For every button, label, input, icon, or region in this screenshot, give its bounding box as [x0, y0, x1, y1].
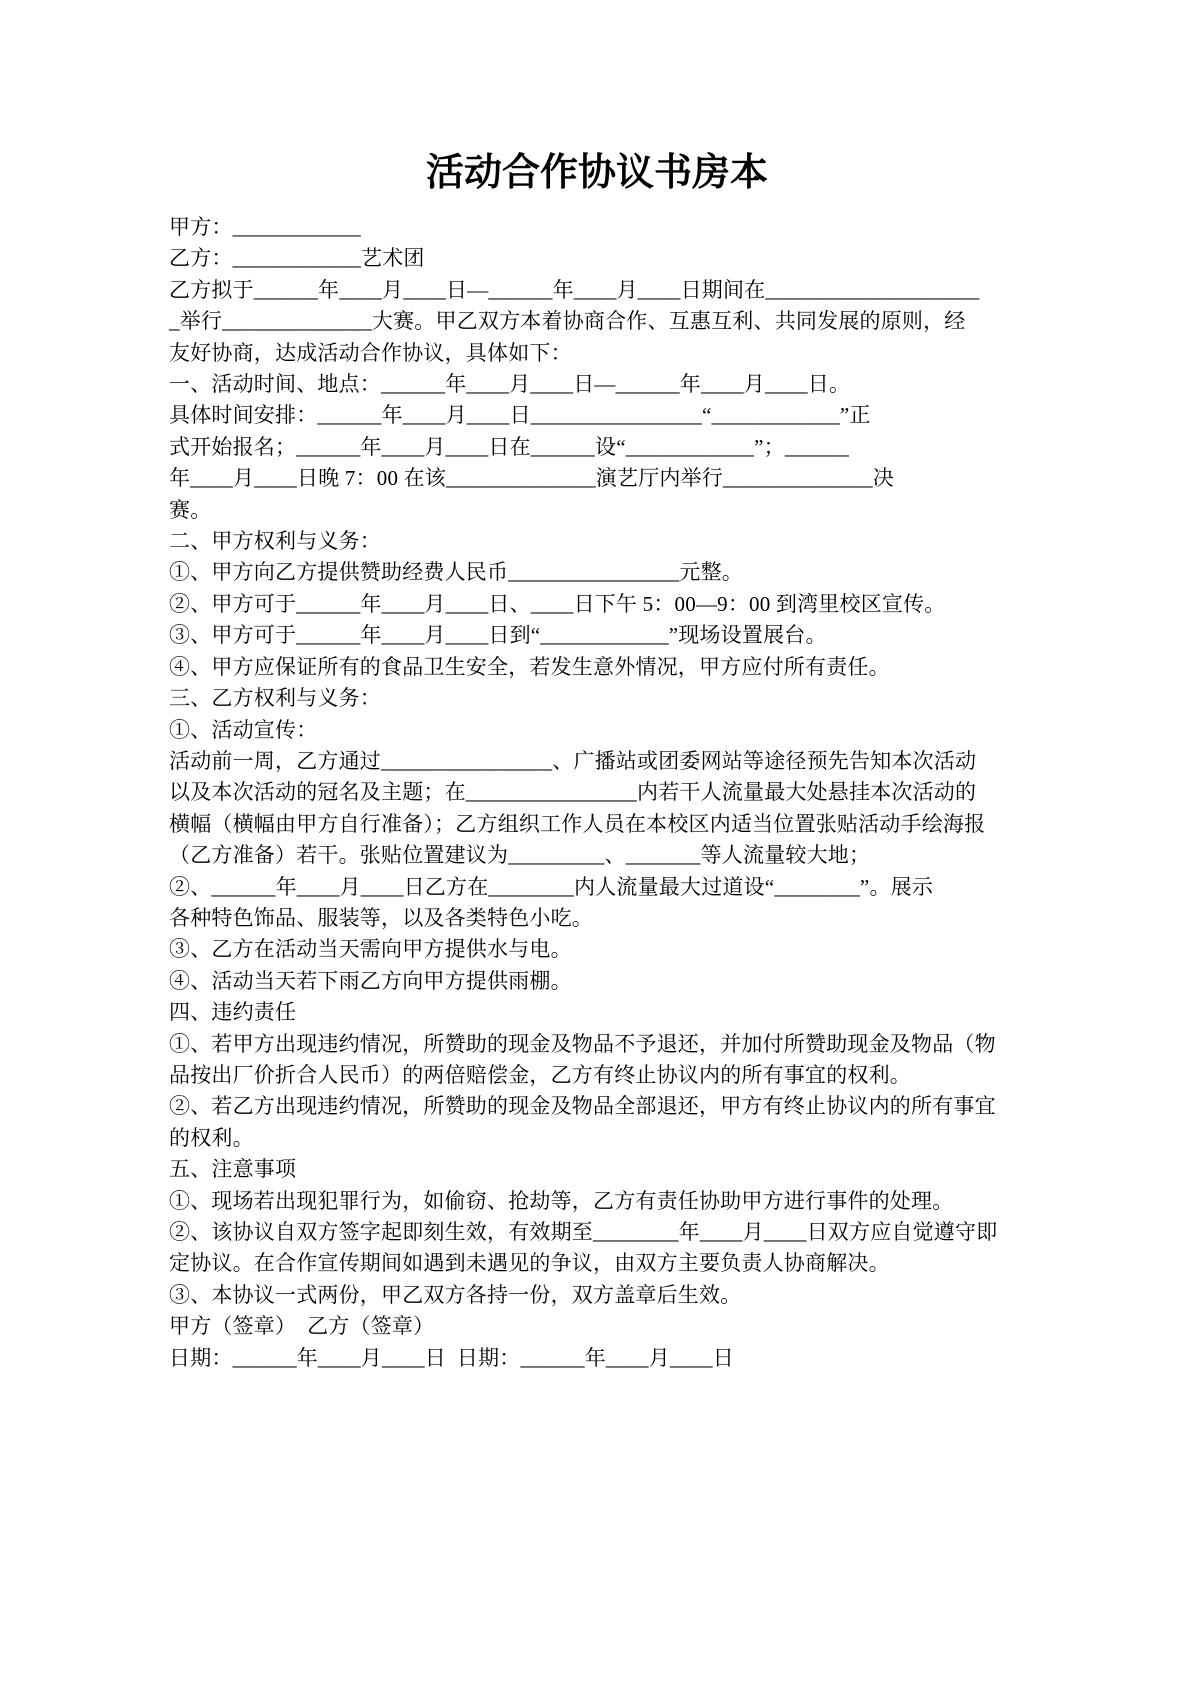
document-line: ②、______年____月____日乙方在________内人流量最大过道设“________”。展示 [169, 874, 934, 899]
document-line: （乙方准备）若干。张贴位置建议为_________、_______等人流量较大地； [169, 843, 871, 868]
document-line: 定协议。在合作宣传期间如遇到未遇见的争议，由双方主要负责人协商解决。 [169, 1251, 890, 1276]
document-line: 年____月____日晚 7：00 在该______________演艺厅内举行______________决 [169, 466, 894, 491]
document-line: ②、该协议自双方签字起即刻生效，有效期至________年____月____日双方应自觉遵守即 [169, 1220, 998, 1244]
document-line: 一、活动时间、地点：______年____月____日—______年____月____日。 [169, 372, 851, 397]
document-line: ③、本协议一式两份，甲乙双方各持一份，双方盖章后生效。 [169, 1282, 742, 1307]
document-line: 四、违约责任 [169, 1000, 297, 1025]
document-line: 以及本次活动的冠名及主题；在________________内若干人流量最大处悬挂本次活动的 [169, 780, 977, 805]
document-line: 式开始报名；______年____月____日在______设“____________”；______ [169, 434, 850, 459]
document-line: 乙方：____________艺术团 [169, 246, 425, 271]
document-line: 友好协商，达成活动合作协议，具体如下： [169, 340, 572, 365]
document-line: ②、甲方可于______年____月____日、____日下午 5：00—9：00 到湾里校区宣传。 [169, 591, 946, 616]
document-line: 二、甲方权利与义务： [169, 529, 381, 554]
document-line: ④、甲方应保证所有的食品卫生安全，若发生意外情况，甲方应付所有责任。 [169, 654, 890, 679]
document-line: ①、甲方向乙方提供赞助经费人民币________________元整。 [169, 560, 743, 585]
document-line: ①、若甲方出现违约情况，所赞助的现金及物品不予退还，并加付所赞助现金及物品（物 [169, 1031, 996, 1056]
document-line: 的权利。 [169, 1125, 254, 1150]
document-line: ②、若乙方出现违约情况，所赞助的现金及物品全部退还，甲方有终止协议内的所有事宜 [169, 1094, 996, 1119]
document-line: ①、活动宣传： [169, 717, 318, 742]
document-line: 五、注意事项 [169, 1157, 297, 1182]
document-line: 三、乙方权利与义务： [169, 686, 381, 711]
document-line: ③、乙方在活动当天需向甲方提供水与电。 [169, 937, 572, 962]
document-line: 甲方：____________ [169, 215, 361, 239]
document-title: 活动合作协议书房本 [425, 152, 768, 194]
document-line: 甲方（签章） 乙方（签章） [169, 1314, 435, 1339]
document-line: ①、现场若出现犯罪行为，如偷窃、抢劫等，乙方有责任协助甲方进行事件的处理。 [169, 1188, 954, 1213]
document-line: 各种特色饰品、服装等，以及各类特色小吃。 [169, 905, 593, 930]
document-line: 乙方拟于______年____月____日—______年____月____日期间在____________________ [169, 277, 980, 302]
document-line: 具体时间安排：______年____月____日________________“____________”正 [169, 403, 871, 428]
document-line: ③、甲方可于______年____月____日到“____________”现场设置展台。 [169, 623, 827, 648]
document-line: _举行______________大赛。甲乙双方本着协商合作、互惠互利、共同发展的原则，经 [169, 309, 966, 334]
document-line: 日期：______年____月____日 日期：______年____月____日 [169, 1345, 734, 1370]
document-body [169, 212, 1025, 1374]
document-content [169, 150, 1025, 1374]
document-line: 横幅（横幅由甲方自行准备）；乙方组织工作人员在本校区内适当位置张贴活动手绘海报 [169, 811, 986, 836]
document-line: 品按出厂价折合人民币）的两倍赔偿金，乙方有终止协议内的所有事宜的权利。 [169, 1062, 911, 1087]
document-line: 赛。 [169, 497, 212, 522]
document-line: ④、活动当天若下雨乙方向甲方提供雨棚。 [169, 968, 572, 993]
document-line: 活动前一周，乙方通过________________、广播站或团委网站等途径预先告知本次活动 [169, 748, 977, 773]
